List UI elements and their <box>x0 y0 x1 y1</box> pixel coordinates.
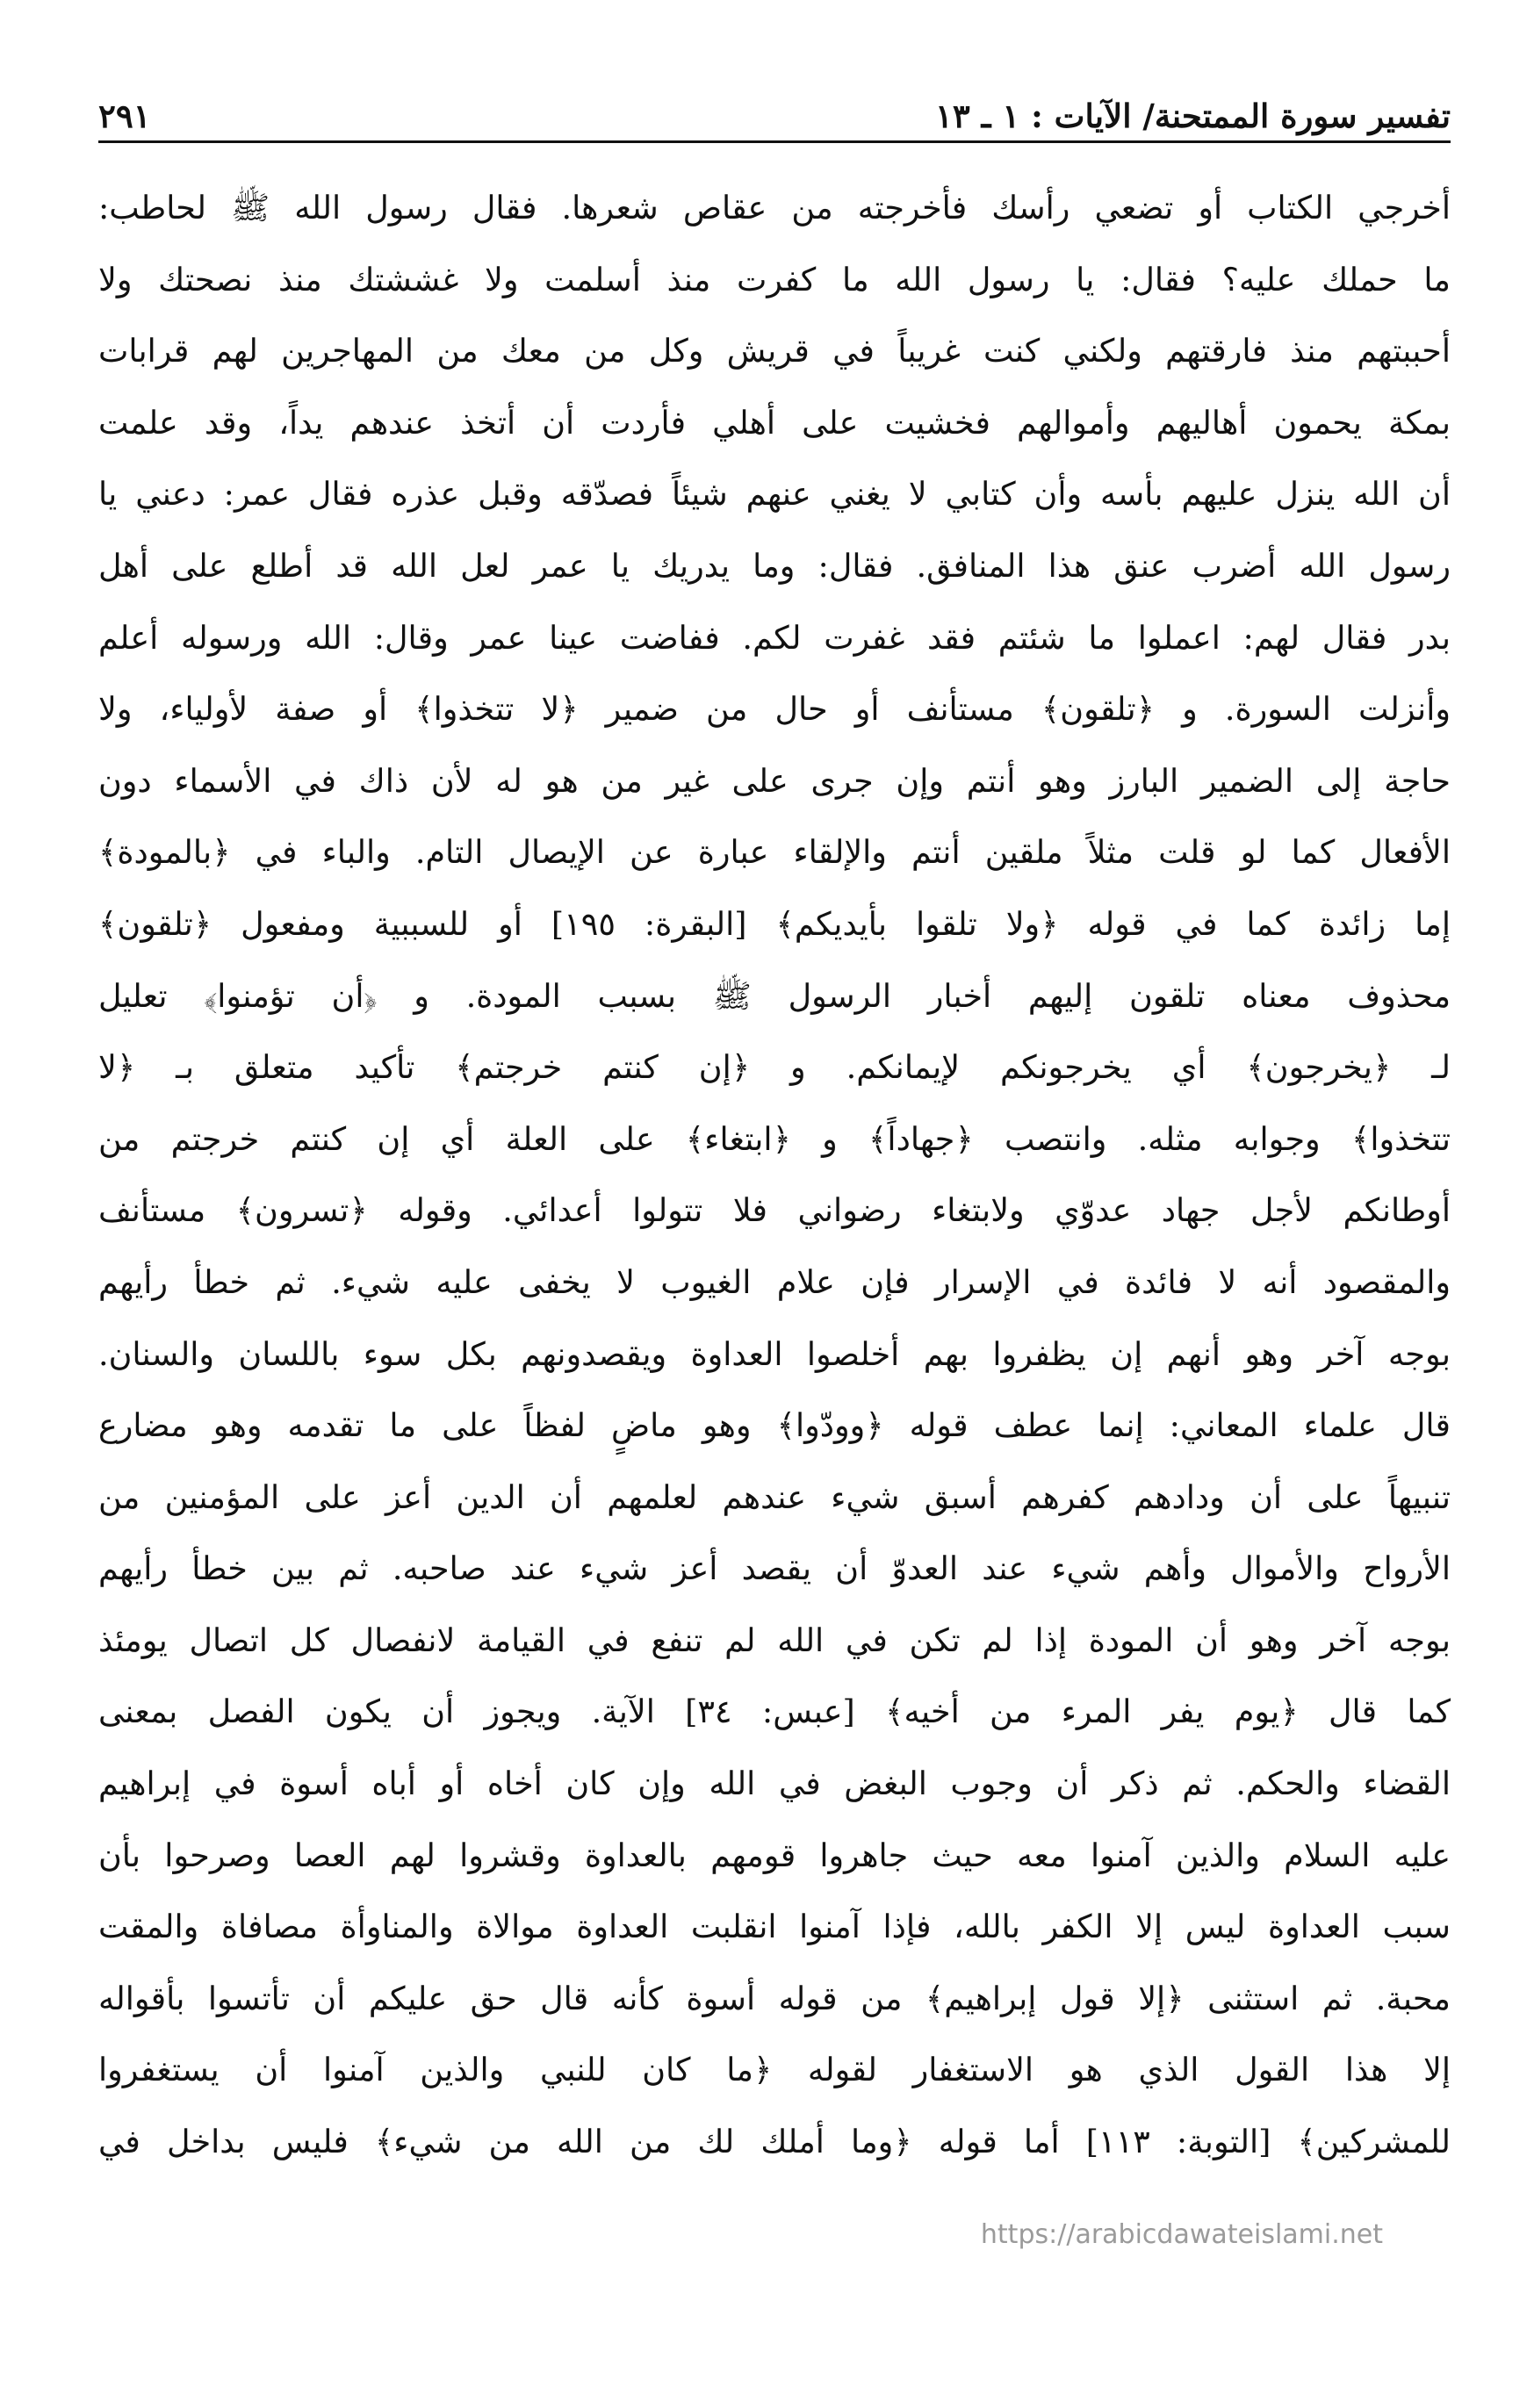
text-line: كما قال ﴿يوم يفر المرء من أخيه﴾ [عبس: ٣٤] الآية. ويجوز أن يكون الفصل بمعنى <box>98 1693 1451 1731</box>
text-line: بوجه آخر وهو أنهم إن يظفروا بهم أخلصوا العداوة ويقصدونهم بكل سوء باللسان والسنان. <box>98 1334 1451 1373</box>
body-text <box>98 172 1451 2178</box>
running-title: تفسير سورة الممتحنة/ الآيات : ١ ـ ١٣ <box>935 97 1451 135</box>
text-line: وأنزلت السورة. و ﴿تلقون﴾ مستأنف أو حال من ضمير ﴿لا تتخذوا﴾ أو صفة لأولياء، ولا <box>98 690 1451 729</box>
text-line: أخرجي الكتاب أو تضعي رأسك فأخرجته من عقاص شعرها. فقال رسول الله ﷺ لحاطب: <box>98 189 1451 226</box>
text-line: سبب العداوة ليس إلا الكفر بالله، فإذا آمنوا انقلبت العداوة موالاة والمناوأة مصافاة والمقت <box>98 1908 1451 1946</box>
text-line: الأفعال كما لو قلت مثلاً ملقين أنتم والإلقاء عبارة عن الإيصال التام. والباء في ﴿بالمودة﴾ <box>98 833 1451 872</box>
text-line: عليه السلام والذين آمنوا معه حيث جاهروا قومهم بالعداوة وقشروا لهم العصا وصرحوا بأن <box>98 1836 1451 1874</box>
text-line: محبة. ثم استثنى ﴿إلا قول إبراهيم﴾ من قوله أسوة كأنه قال حق عليكم أن تأتسوا بأقواله <box>98 1979 1451 2017</box>
text-line: رسول الله أضرب عنق هذا المنافق. فقال: وما يدريك يا عمر لعل الله قد أطلع على أهل <box>98 546 1451 585</box>
text-line: أحببتهم منذ فارقتهم ولكني كنت غريباً في قريش وكل من معك من المهاجرين لهم قرابات <box>98 332 1451 370</box>
text-line: والمقصود أنه لا فائدة في الإسرار فإن علام الغيوب لا يخفى عليه شيء. ثم خطأ رأيهم <box>98 1262 1451 1301</box>
text-line: أوطانكم لأجل جهاد عدوّي ولابتغاء رضواني فلا تتولوا أعدائي. وقوله ﴿تسرون﴾ مستأنف <box>98 1191 1451 1230</box>
text-line: القضاء والحكم. ثم ذكر أن وجوب البغض في الله وإن كان أخاه أو أباه أسوة في إبراهيم <box>98 1765 1451 1803</box>
text-line: للمشركين﴾ [التوبة: ١١٣] أما قوله ﴿وما أملك لك من الله من شيء﴾ فليس بداخل في <box>98 2123 1451 2161</box>
text-line: أن الله ينزل عليهم بأسه وأن كتابي لا يغني عنهم شيئاً فصدّقه وقبل عذره فقال عمر: دعني يا <box>98 475 1451 514</box>
text-line: بمكة يحمون أهاليهم وأموالهم فخشيت على أهلي فأردت أن أتخذ عندهم يداً، وقد علمت <box>98 403 1451 442</box>
text-line: تتخذوا﴾ وجوابه مثله. وانتصب ﴿جهاداً﴾ و ﴿ابتغاء﴾ على العلة أي إن كنتم خرجتم من <box>98 1119 1451 1158</box>
page-header <box>98 86 1451 143</box>
text-line: إما زائدة كما في قوله ﴿ولا تلقوا بأيديكم﴾ [البقرة: ١٩٥] أو للسببية ومفعول ﴿تلقون﴾ <box>98 904 1451 943</box>
text-line: حاجة إلى الضمير البارز وهو أنتم وإن جرى على غير من هو له لأن ذاك في الأسماء دون <box>98 761 1451 800</box>
text-line: قال علماء المعاني: إنما عطف قوله ﴿وودّوا﴾ وهو ماضٍ لفظاً على ما تقدمه وهو مضارع <box>98 1406 1451 1445</box>
text-line: الأرواح والأموال وأهم شيء عند العدوّ أن يقصد أعز شيء عند صاحبه. ثم بين خطأ رأيهم <box>98 1549 1451 1588</box>
text-line: بوجه آخر وهو أن المودة إذا لم تكن في الله لم تنفع في القيامة لانفصال كل اتصال يومئذ <box>98 1621 1451 1659</box>
text-line: ما حملك عليه؟ فقال: يا رسول الله ما كفرت منذ أسلمت ولا غششتك منذ نصحتك ولا <box>98 260 1451 298</box>
watermark-url: https://arabicdawateislami.net <box>980 2219 1383 2250</box>
text-line: لـ ﴿يخرجون﴾ أي يخرجونكم لإيمانكم. و ﴿إن كنتم خرجتم﴾ تأكيد متعلق بـ ﴿لا <box>98 1048 1451 1087</box>
page-number: ٢٩١ <box>98 97 151 135</box>
text-line: تنبيهاً على أن ودادهم كفرهم أسبق شيء عندهم لعلمهم أن الدين أعز على المؤمنين من <box>98 1477 1451 1516</box>
text-line: محذوف معناه تلقون إليهم أخبار الرسول ﷺ بسبب المودة. و ﴿أن تؤمنوا﴾ تعليل <box>98 976 1451 1015</box>
text-line: بدر فقال لهم: اعملوا ما شئتم فقد غفرت لكم. ففاضت عينا عمر وقال: الله ورسوله أعلم <box>98 618 1451 657</box>
text-line: إلا هذا القول الذي هو الاستغفار لقوله ﴿ما كان للنبي والذين آمنوا أن يستغفروا <box>98 2051 1451 2089</box>
